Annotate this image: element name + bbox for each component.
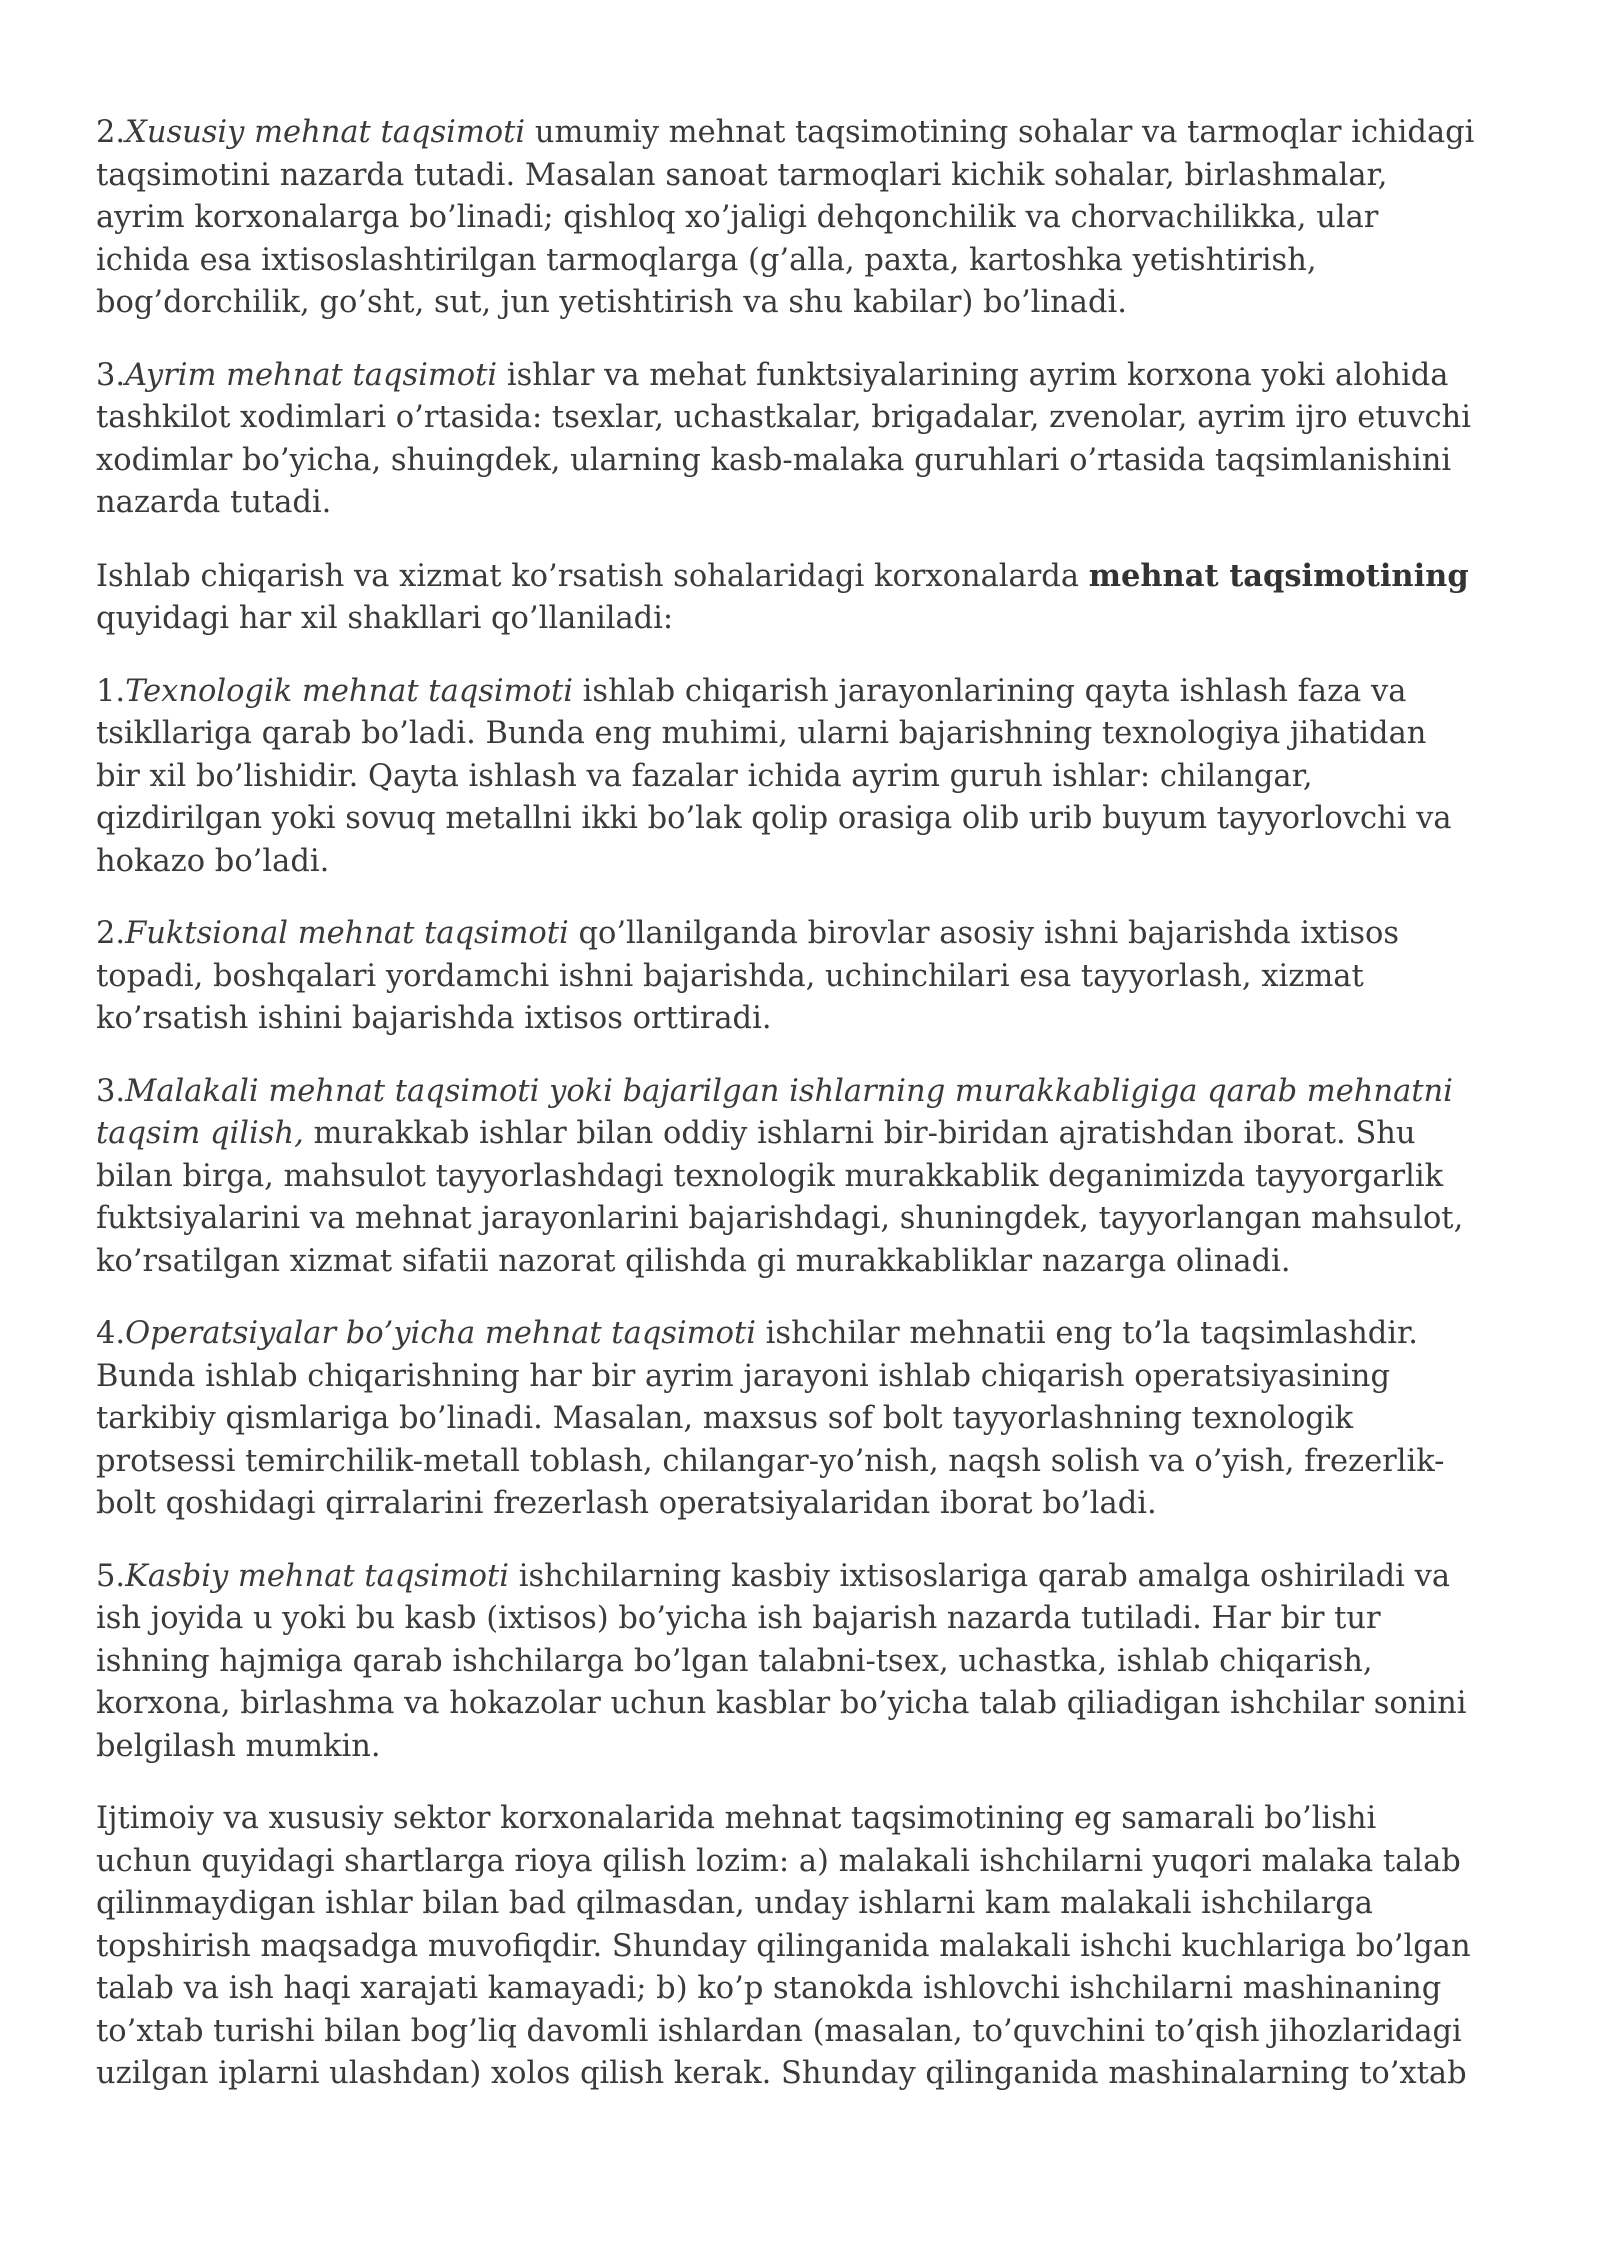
paragraph-number: 2. <box>96 115 126 150</box>
term-bold: mehnat taqsimotining <box>1088 557 1469 594</box>
paragraph-text: Ijtimoiy va xususiy sektor korxonalarida mehnat taqsimotining eg samarali bo’lishi uchun quyidagi shartlarga rioya qilish lozim: a) malakali ishchilarni yuqori malaka talab qilinmaydigan ishlar bilan bad qilmasdan, unday ishlarni kam malakali ishchilarga topshirish maqsadga muvofiqdir. Shunday qilinganida malakali ishchi kuchlariga bo’lgan talab va ish haqi xarajati kamayadi; b) ko’p stanokda ishlovchi ishchilarni mashinaning to’xtab turishi bilan bog’liq davomli ishlardan (masalan, to’quvchini to’qish jihozlaridagi uzilgan iplarni ulashdan) xolos qilish kerak. Shunday qilinganida mashinalarning to’xtab <box>96 1801 1471 2091</box>
term-italic: Fuktsional mehnat taqsimoti <box>125 916 569 951</box>
paragraph-number: 1. <box>96 673 126 709</box>
paragraph-number: 2. <box>96 916 126 951</box>
paragraph <box>96 913 1476 1041</box>
document-page <box>96 112 1476 2126</box>
paragraph-text: ishchilar mehnatii eng to’la taqsimlashdir. Bunda ishlab chiqarishning har bir ayrim jarayoni ishlab chiqarish operatsiyasining tarkibiy qismlariga bo’linadi. Masalan, maxsus sof bolt tayyorlashning texnologik protsessi temirchilik-metall toblash, chilangar-yo’nish, naqsh solish va o’yish, frezerlik-bolt qoshidagi qirralarini frezerlash operatsiyalaridan iborat bo’ladi. <box>96 1316 1445 1521</box>
paragraph <box>96 1313 1476 1526</box>
term-italic: Kasbiy mehnat taqsimoti <box>125 1558 509 1594</box>
paragraph <box>96 112 1476 325</box>
paragraph-number: 4. <box>96 1316 126 1351</box>
term-italic: Texnologik mehnat taqsimoti <box>125 673 573 709</box>
paragraph-number: 3. <box>96 1073 126 1109</box>
paragraph <box>96 671 1476 884</box>
term-italic: Operatsiyalar bo’yicha mehnat taqsimoti <box>125 1316 756 1351</box>
paragraph-text: ishlar va mehat funktsiyalarining ayrim korxona yoki alohida tashkilot xodimlari o’rtasida: tsexlar, uchastkalar, brigadalar, zvenolar, ayrim ijro etuvchi xodimlar bo’yicha, shuingdek, ularning kasb-malaka guruhlari o’rtasida taqsimlanishini nazarda tutadi. <box>96 357 1471 520</box>
paragraph <box>96 555 1476 641</box>
term-italic: Xususiy mehnat taqsimoti <box>125 115 526 150</box>
paragraph-number: 5. <box>96 1558 126 1594</box>
paragraph <box>96 1556 1476 1769</box>
paragraph-text: ishchilarning kasbiy ixtisoslariga qarab amalga oshiriladi va ish joyida u yoki bu kasb (ixtisos) bo’yicha ish bajarish nazarda tutiladi. Har bir tur ishning hajmiga qarab ishchilarga bo’lgan talabni-tsex, uchastka, ishlab chiqarish, korxona, birlashma va hokazolar uchun kasblar bo’yicha talab qiliadigan ishchilar sonini belgilash mumkin. <box>96 1558 1467 1764</box>
term-italic: Ayrim mehnat taqsimoti <box>125 357 498 393</box>
paragraph-text: Ishlab chiqarish va xizmat ko’rsatish sohalaridagi korxonalarda <box>96 558 1089 594</box>
paragraph <box>96 1071 1476 1284</box>
paragraph-number: 3. <box>96 357 126 393</box>
paragraph-text: ishlab chiqarish jarayonlarining qayta ishlash faza va tsikllariga qarab bo’ladi. Bunda eng muhimi, ularni bajarishning texnologiya jihatidan bir xil bo’lishidir. Qayta ishlash va fazalar ichida ayrim guruh ishlar: chilangar, qizdirilgan yoki sovuq metallni ikki bo’lak qolip orasiga olib urib buyum tayyorlovchi va hokazo bo’ladi. <box>96 673 1452 879</box>
paragraph-text: murakkab ishlar bilan oddiy ishlarni bir-biridan ajratishdan iborat. Shu bilan birga, mahsulot tayyorlashdagi texnologik murakkablik deganimizda tayyorgarlik fuktsiyalarini va mehnat jarayonlarini bajarishdagi, shuningdek, tayyorlangan mahsulot, ko’rsatilgan xizmat sifatii nazorat qilishda gi murakkabliklar nazarga olinadi. <box>96 1116 1464 1279</box>
paragraph <box>96 355 1476 525</box>
paragraph-text: qo’llanilganda birovlar asosiy ishni bajarishda ixtisos topadi, boshqalari yordamchi ishni bajarishda, uchinchilari esa tayyorlash, xizmat ko’rsatish ishini bajarishda ixtisos orttiradi. <box>96 916 1399 1036</box>
paragraph-text: umumiy mehnat taqsimotining sohalar va tarmoqlar ichidagi taqsimotini nazarda tutadi. Masalan sanoat tarmoqlari kichik sohalar, birlashmalar, ayrim korxonalarga bo’linadi; qishloq xo’jaligi dehqonchilik va chorvachilikka, ular ichida esa ixtisoslashtirilgan tarmoqlarga (g’alla, paxta, kartoshka yetishtirish, bog’dorchilik, go’sht, sut, jun yetishtirish va shu kabilar) bo’linadi. <box>96 115 1475 320</box>
paragraph <box>96 1798 1476 2096</box>
paragraph-text: quyidagi har xil shakllari qo’llaniladi: <box>96 601 674 636</box>
term-italic: Malakali mehnat taqsimoti yoki bajarilgan ishlarning murakkabligiga qarab mehnatni taqsim qilish, <box>96 1073 1453 1151</box>
